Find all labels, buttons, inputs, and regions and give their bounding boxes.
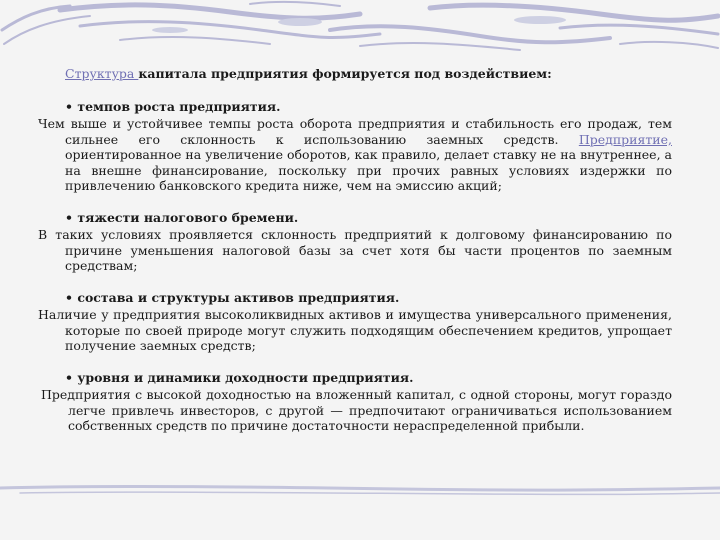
paragraph-tax-burden: В таких условиях проявляется склонность предприятий к долговому финансированию по причине уменьшения налоговой базы за счет хотя бы части процентов по заемным средствам;	[38, 227, 672, 273]
paragraph-growth-rate	[38, 116, 672, 194]
decorative-brush-border-bottom	[0, 482, 720, 498]
decorative-brush-border-top	[0, 0, 720, 62]
intro-heading-text: капитала предприятия формируется под воздействием:	[138, 66, 552, 81]
paragraph-asset-structure: Наличие у предприятия высоколиквидных активов и имущества универсального применения, которые по своей природе могут служить подходящим обеспечением кредитов, упрощает получение заемных средств;	[38, 307, 672, 353]
enterprise-link[interactable]: Предприятие,	[578, 131, 672, 147]
paragraph-growth-rate-continuation: ориентированное на увеличение оборотов, как правило, делает ставку не на внутреннее, а на внешне финансирование, поскольку при прочих равных условиях издержки по привлечению банковского кредита ниже, чем на эмиссию акций;	[65, 147, 672, 193]
bullet-growth-rate: • темпов роста предприятия.	[65, 98, 281, 114]
paragraph-growth-rate-text: Чем выше и устойчивее темпы роста оборота предприятия и стабильность его продаж, тем сильнее его склонность к использованию заемных средств.	[38, 116, 672, 147]
bullet-asset-structure: • состава и структуры активов предприятия.	[65, 289, 400, 305]
structure-link[interactable]: Структура	[65, 66, 139, 81]
slide-content	[38, 66, 672, 450]
intro-heading	[65, 66, 672, 82]
bullet-tax-burden: • тяжести налогового бремени.	[65, 209, 299, 225]
paragraph-profitability: Предприятия с высокой доходностью на вложенный капитал, с одной стороны, могут гораздо легче привлечь инвесторов, с другой — предпочитают ограничиваться использованием собственных средств по причине достаточности нераспределенной прибыли.	[41, 387, 672, 433]
bullet-profitability: • уровня и динамики доходности предприятия.	[65, 369, 414, 385]
